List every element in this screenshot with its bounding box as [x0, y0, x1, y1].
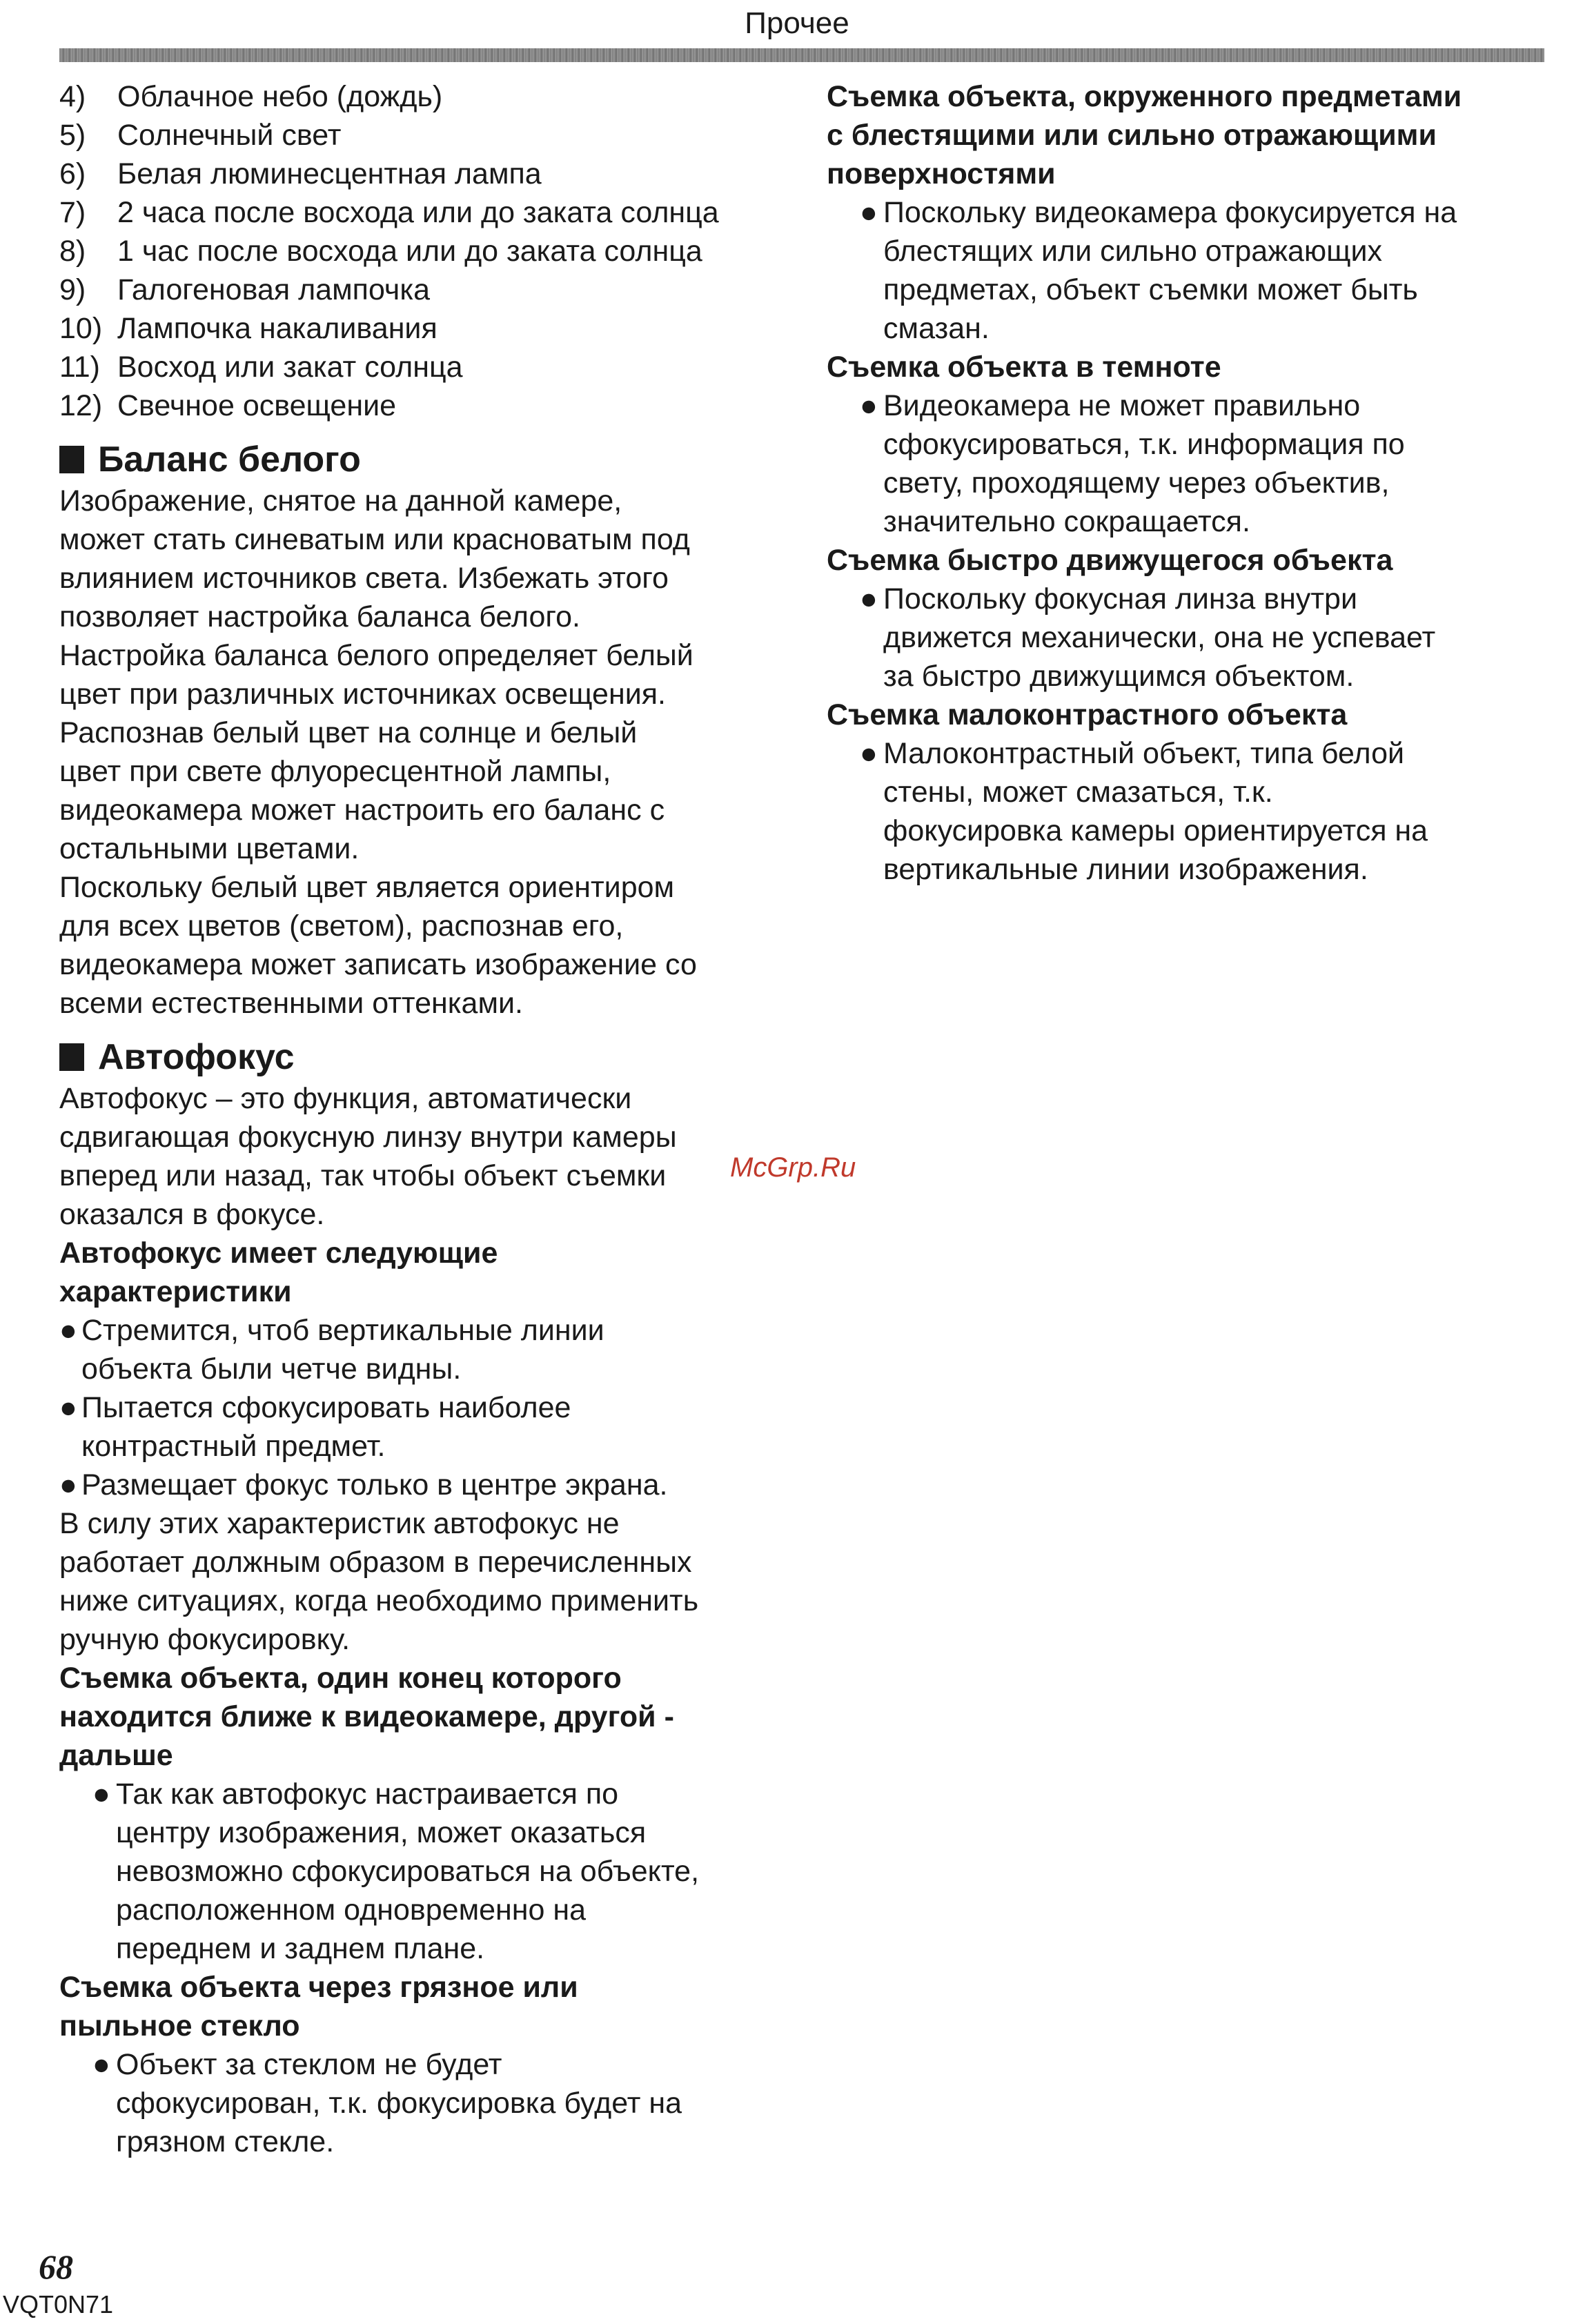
- autofocus-characteristics-heading: Автофокус имеет следующие характеристики: [59, 1237, 498, 1308]
- case-heading: Съемка объекта, окруженного предметами с блестящими или сильно отражающими поверхностями: [827, 80, 1462, 190]
- section-title-autofocus: Автофокус: [59, 1035, 825, 1079]
- bullet-icon: ●: [92, 1778, 110, 1811]
- header-title: Прочее: [745, 6, 849, 40]
- watermark-text: McGrp.Ru: [730, 1152, 856, 1183]
- list-item: 5) Солнечный свет: [59, 119, 342, 152]
- left-column: [59, 77, 825, 2161]
- document-code: VQT0N71: [3, 2290, 114, 2318]
- list-item: 9) Галогеновая лампочка: [59, 273, 430, 306]
- bullet-item: ● Поскольку фокусная линза внутри движется механически, она не успевает за быстро движущимся объектом.: [827, 580, 1544, 696]
- bullet-icon: ●: [860, 196, 878, 229]
- bullet-icon: ●: [860, 389, 878, 422]
- case-heading: Съемка объекта в темноте: [827, 351, 1221, 384]
- bullet-item: ● Так как автофокус настраивается по центру изображения, может оказаться невозможно сфокусироваться на объекте, расположенном одновременно на переднем и заднем плане.: [59, 1775, 825, 1968]
- list-item: 6) Белая люминесцентная лампа: [59, 157, 542, 190]
- light-source-list: [59, 77, 825, 425]
- list-item: 10) Лампочка накаливания: [59, 312, 437, 345]
- right-column: [827, 77, 1544, 889]
- bullet-icon: ●: [860, 737, 878, 770]
- list-item: 8) 1 час после восхода или до заката солнца: [59, 235, 702, 268]
- bullet-icon: ●: [59, 1314, 77, 1347]
- case-heading: Съемка быстро движущегося объекта: [827, 544, 1393, 577]
- case-heading: Съемка объекта через грязное или пыльное стекло: [59, 1971, 578, 2042]
- bullet-item: ● Малоконтрастный объект, типа белой стены, может смазаться, т.к. фокусировка камеры ориентируется на вертикальные линии изображения.: [827, 734, 1544, 889]
- bullet-item: ● Стремится, чтоб вертикальные линии объекта были четче видны.: [59, 1311, 825, 1388]
- bullet-item: ● Видеокамера не может правильно сфокусироваться, т.к. информация по свету, проходящему через объектив, значительно сокращается.: [827, 386, 1544, 541]
- section-square-icon: [59, 1043, 84, 1071]
- white-balance-text: Изображение, снятое на данной камере, может стать синеватым или красноватым под влиянием источников света. Избежать этого позволяет настройка баланса белого. Настройка баланса белого определяет белый цвет при различных источниках освещения. Распознав белый цвет на солнце и белый цвет при свете флуоресцентной лампы, видеокамера может настроить его баланс с остальными цветами. Поскольку белый цвет является ориентиром для всех цветов (светом), распознав его, видеокамера может записать изображение со всеми естественными оттенками.: [59, 484, 697, 1020]
- section-title-white-balance: Баланс белого: [59, 437, 825, 482]
- autofocus-after-text: В силу этих характеристик автофокус не работает должным образом в перечисленных ниже ситуациях, когда необходимо применить ручную фокусировку.: [59, 1507, 699, 1656]
- list-item: 11) Восход или закат солнца: [59, 351, 463, 384]
- page-number: 68: [39, 2247, 73, 2286]
- bullet-item: ● Объект за стеклом не будет сфокусирован, т.к. фокусировка будет на грязном стекле.: [59, 2045, 825, 2161]
- header-band: [59, 48, 1544, 62]
- list-item: 12) Свечное освещение: [59, 389, 397, 422]
- bullet-item: ● Пытается сфокусировать наиболее контрастный предмет.: [59, 1388, 825, 1466]
- bullet-icon: ●: [59, 1391, 77, 1424]
- case-heading: Съемка объекта, один конец которого находится ближе к видеокамере, другой - дальше: [59, 1662, 674, 1772]
- list-item: 4) Облачное небо (дождь): [59, 80, 443, 113]
- autofocus-intro: Автофокус – это функция, автоматически сдвигающая фокусную линзу внутри камеры вперед или назад, так чтобы объект съемки оказался в фокусе.: [59, 1082, 677, 1231]
- bullet-item: ● Поскольку видеокамера фокусируется на блестящих или сильно отражающих предметах, объект съемки может быть смазан.: [827, 193, 1544, 348]
- bullet-icon: ●: [92, 2048, 110, 2081]
- list-item: 7) 2 часа после восхода или до заката солнца: [59, 196, 719, 229]
- bullet-icon: ●: [860, 582, 878, 616]
- case-heading: Съемка малоконтрастного объекта: [827, 698, 1348, 731]
- bullet-item: ● Размещает фокус только в центре экрана.: [59, 1466, 825, 1504]
- bullet-icon: ●: [59, 1468, 77, 1501]
- section-square-icon: [59, 446, 84, 473]
